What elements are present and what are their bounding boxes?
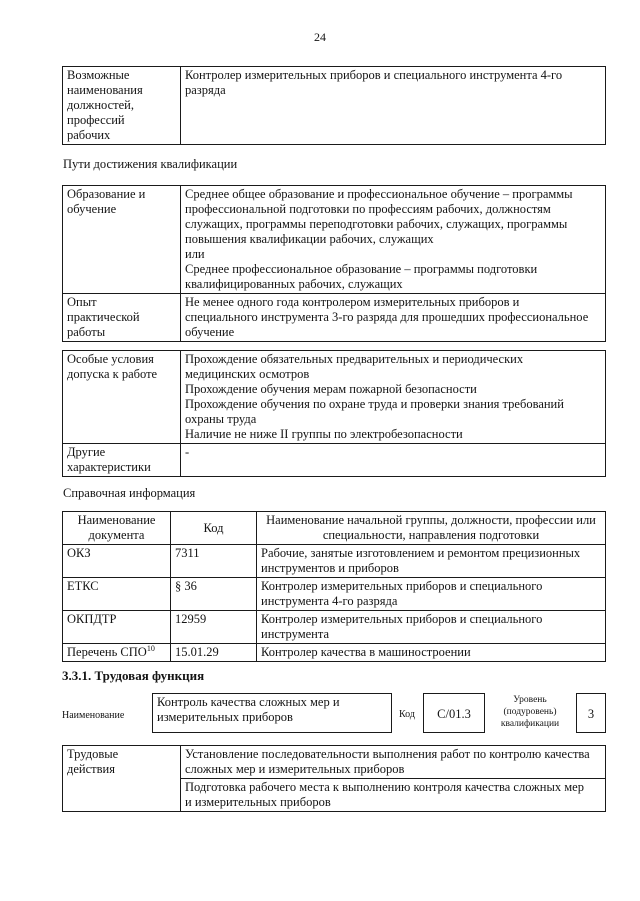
cell-document: ЕТКС (63, 578, 171, 611)
special-conditions-value: Прохождение обязательных предварительных и периодических медицинских осмотров Прохождение обучения мерам пожарной безопасности Прохождение обучения по охране труда и проверки знания требований охраны труда Наличие не ниже II группы по электробезопасности (181, 351, 606, 444)
job-titles-label: Возможные наименования должностей, профессий рабочих (63, 67, 181, 145)
other-characteristics-label: Другие характеристики (63, 444, 181, 477)
cell-document: ОКЗ (63, 545, 171, 578)
cell-name: Контролер качества в машиностроении (257, 644, 606, 662)
function-level-box: 3 (576, 693, 606, 733)
function-name-box: Контроль качества сложных мер и измерительных приборов (152, 693, 392, 733)
table-row (63, 746, 606, 779)
reference-title: Справочная информация (63, 486, 196, 500)
table-header-row (63, 512, 606, 545)
job-titles-value: Контролер измерительных приборов и специального инструмента 4-го разряда (181, 67, 606, 145)
header-name: Наименование начальной группы, должности, профессии или специальности, направления подготовки (257, 512, 606, 545)
cell-document: Перечень СПО$^{10}$ (63, 644, 171, 662)
reference-table (62, 511, 606, 662)
table-row (63, 186, 606, 294)
education-value: Среднее общее образование и профессиональное обучение – программы профессиональной подготовки по профессиям рабочих, должностям служащих, программы переподготовки рабочих, служащих, программы повышения квалификации рабочих, служащих или Среднее профессиональное образование – программы подготовки квалифицированных рабочих, служащих (181, 186, 606, 294)
table-row (63, 67, 606, 145)
table-row (63, 545, 606, 578)
function-name-label: Наименование (62, 710, 125, 721)
labor-action-item: Установление последовательности выполнения работ по контролю качества сложных мер и измерительных приборов (181, 746, 606, 779)
table-row (63, 351, 606, 444)
labor-actions-table (62, 745, 606, 812)
table-row (63, 611, 606, 644)
cell-code: 12959 (171, 611, 257, 644)
function-code-box: С/01.3 (423, 693, 485, 733)
other-characteristics-value: - (181, 444, 606, 477)
special-conditions-label: Особые условия допуска к работе (63, 351, 181, 444)
header-code: Код (171, 512, 257, 545)
education-label: Образование и обучение (63, 186, 181, 294)
header-document: Наименование документа (63, 512, 171, 545)
table-row (63, 294, 606, 342)
table-row (63, 444, 606, 477)
cell-name: Рабочие, занятые изготовлением и ремонтом прецизионных инструментов и приборов (257, 545, 606, 578)
labor-action-item: Подготовка рабочего места к выполнению контроля качества сложных мер и измерительных приборов (181, 779, 606, 812)
footnote-marker: 10 (146, 643, 155, 653)
function-level-label: Уровень (подуровень) квалификации (500, 695, 560, 729)
cell-document: ОКПДТР (63, 611, 171, 644)
cell-code: § 36 (171, 578, 257, 611)
cell-code: 15.01.29 (171, 644, 257, 662)
conditions-table (62, 350, 606, 477)
page-number: 24 (314, 30, 326, 44)
labor-actions-label: Трудовые действия (63, 746, 181, 812)
qualification-paths-title: Пути достижения квалификации (63, 157, 238, 171)
experience-value: Не менее одного года контролером измерительных приборов и специального инструмента 3-го разряда для прошедших профессиональное обучение (181, 294, 606, 342)
function-heading: 3.3.1. Трудовая функция (62, 668, 205, 683)
cell-name: Контролер измерительных приборов и специального инструмента (257, 611, 606, 644)
cell-name: Контролер измерительных приборов и специального инструмента 4-го разряда (257, 578, 606, 611)
job-titles-table (62, 66, 606, 145)
function-code-label: Код (399, 709, 415, 720)
table-row (63, 578, 606, 611)
cell-code: 7311 (171, 545, 257, 578)
qualification-paths-table (62, 185, 606, 342)
experience-label: Опыт практической работы (63, 294, 181, 342)
table-row (63, 644, 606, 662)
